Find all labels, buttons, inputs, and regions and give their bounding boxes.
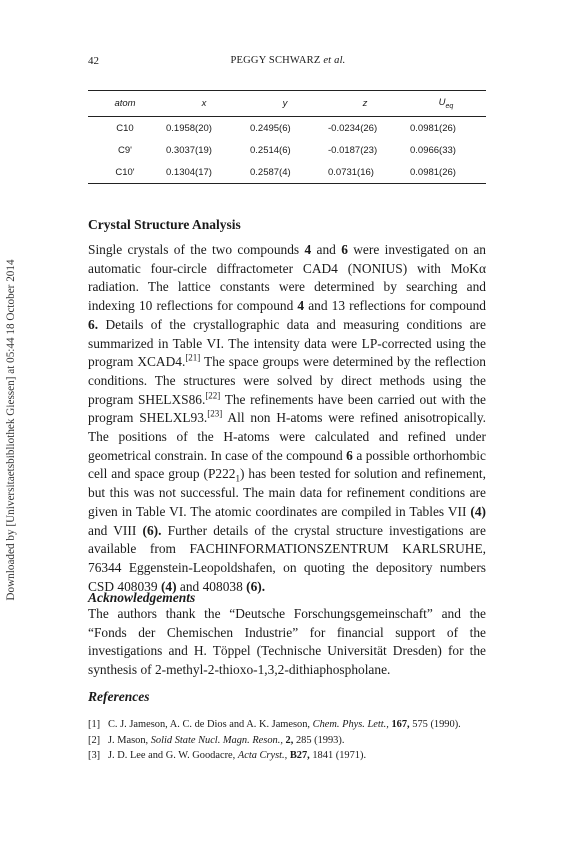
table-cell: 0.0981(26): [410, 122, 456, 134]
reference-item: [2] J. Mason, Solid State Nucl. Magn. Reson., 2, 285 (1993).: [88, 734, 345, 746]
table-cell: 0.0966(33): [410, 144, 456, 156]
table-header-row: [88, 91, 486, 117]
section-heading-acknowledgements: Acknowledgements: [88, 590, 196, 605]
table-row: [88, 117, 486, 140]
running-head-authors: PEGGY SCHWARZ: [230, 55, 321, 66]
acknowledgements-paragraph: The authors thank the “Deutsche Forschungsgemeinschaft” and the “Fonds der Chemischen Industrie” for financial support of the investigations and H. Töppel (Technische Universität Dresden) for the synthesis of 2-methyl-2-thioxo-1,3,2-dithiaphospholane.: [88, 606, 486, 678]
table-cell: 0.1958(20): [166, 122, 212, 134]
page-number: 42: [88, 55, 99, 67]
reference-item: [1] C. J. Jameson, A. C. de Dios and A. K. Jameson, Chem. Phys. Lett., 167, 575 (1990).: [88, 719, 461, 730]
download-watermark-text: Downloaded by [Universitaetsbibliothek Giessen] at 05:44 18 October 2014: [5, 259, 17, 601]
ueq-sub: eq: [445, 102, 454, 110]
citation-23: [23]: [207, 408, 223, 419]
table-cell: C10: [116, 122, 134, 134]
table-cell: 0.3037(19): [166, 144, 212, 156]
table-cell: C10': [88, 161, 162, 184]
table-row: [88, 139, 486, 161]
running-head-etal: et al.: [323, 55, 346, 66]
table-cell: -0.0234(26): [328, 122, 378, 134]
table-cell: C9': [118, 144, 132, 156]
col-header-x: x: [162, 91, 246, 117]
section-heading-crystal-structure: Crystal Structure Analysis: [88, 217, 241, 232]
col-header-atom: atom: [88, 91, 162, 117]
col-header-y: y: [246, 91, 324, 117]
table-cell: 0.0731(16): [324, 161, 406, 184]
table-cell: 0.2495(6): [250, 122, 291, 134]
col-header-z: z: [324, 91, 406, 117]
table-cell: -0.0187(23): [328, 144, 378, 156]
col-header-ueq: [406, 91, 486, 117]
table-cell: 0.0981(26): [406, 161, 486, 184]
citation-22: [22]: [205, 390, 221, 401]
reference-list: [88, 717, 528, 764]
running-head: [0, 55, 576, 66]
crystal-structure-paragraph: Single crystals of the two compounds 4 and 6 were investigated on an automatic four-circle diffractometer CAD4 (NONIUS) with MoKα radiation. The lattice constants were determined by searching and indexing 10 reflections for compound 4 and 13 reflections for compound 6. Details of the crystallographic data and measuring conditions are summarized in Table VI. The intensity data were LP-corrected using the program XCAD4.[21] The space groups were determined by the reflection conditions. The structures were solved by direct methods using the program SHELXS86.[22] The refinements have been carried out with the program SHELXL93.[23] All non H-atoms were refined anisotropically. The positions of the H-atoms were calculated and refined under geometrical constrain. In case of the compound 6 a possible orthorhombic cell and space group $(P222_1)$ has been tested for solution and refinement, but this was not successful. The main data for refinement conditions are given in Table VI. The atomic coordinates are compiled in Tables VII (4) and VIII (6). Further details of the crystal structure investigations are available from FACHINFORMATIONSZENTRUM KARLSRUHE, 76344 Eggenstein-Leopoldshafen, on quoting the depository numbers CSD 408039 (4) and 408038 (6).: [88, 242, 487, 594]
table-row: [88, 161, 486, 184]
table-cell: 0.1304(17): [162, 161, 246, 184]
atomic-coordinates-table: [88, 90, 486, 184]
ueq-u: U: [438, 97, 446, 109]
download-watermark: [4, 180, 18, 680]
section-heading-references: References: [88, 689, 150, 704]
table-cell: 0.2514(6): [250, 144, 291, 156]
reference-item: [3] J. D. Lee and G. W. Goodacre, Acta Cryst., B27, 1841 (1971).: [88, 750, 367, 761]
table-cell: 0.2587(4): [246, 161, 324, 184]
citation-21: [21]: [185, 352, 201, 363]
